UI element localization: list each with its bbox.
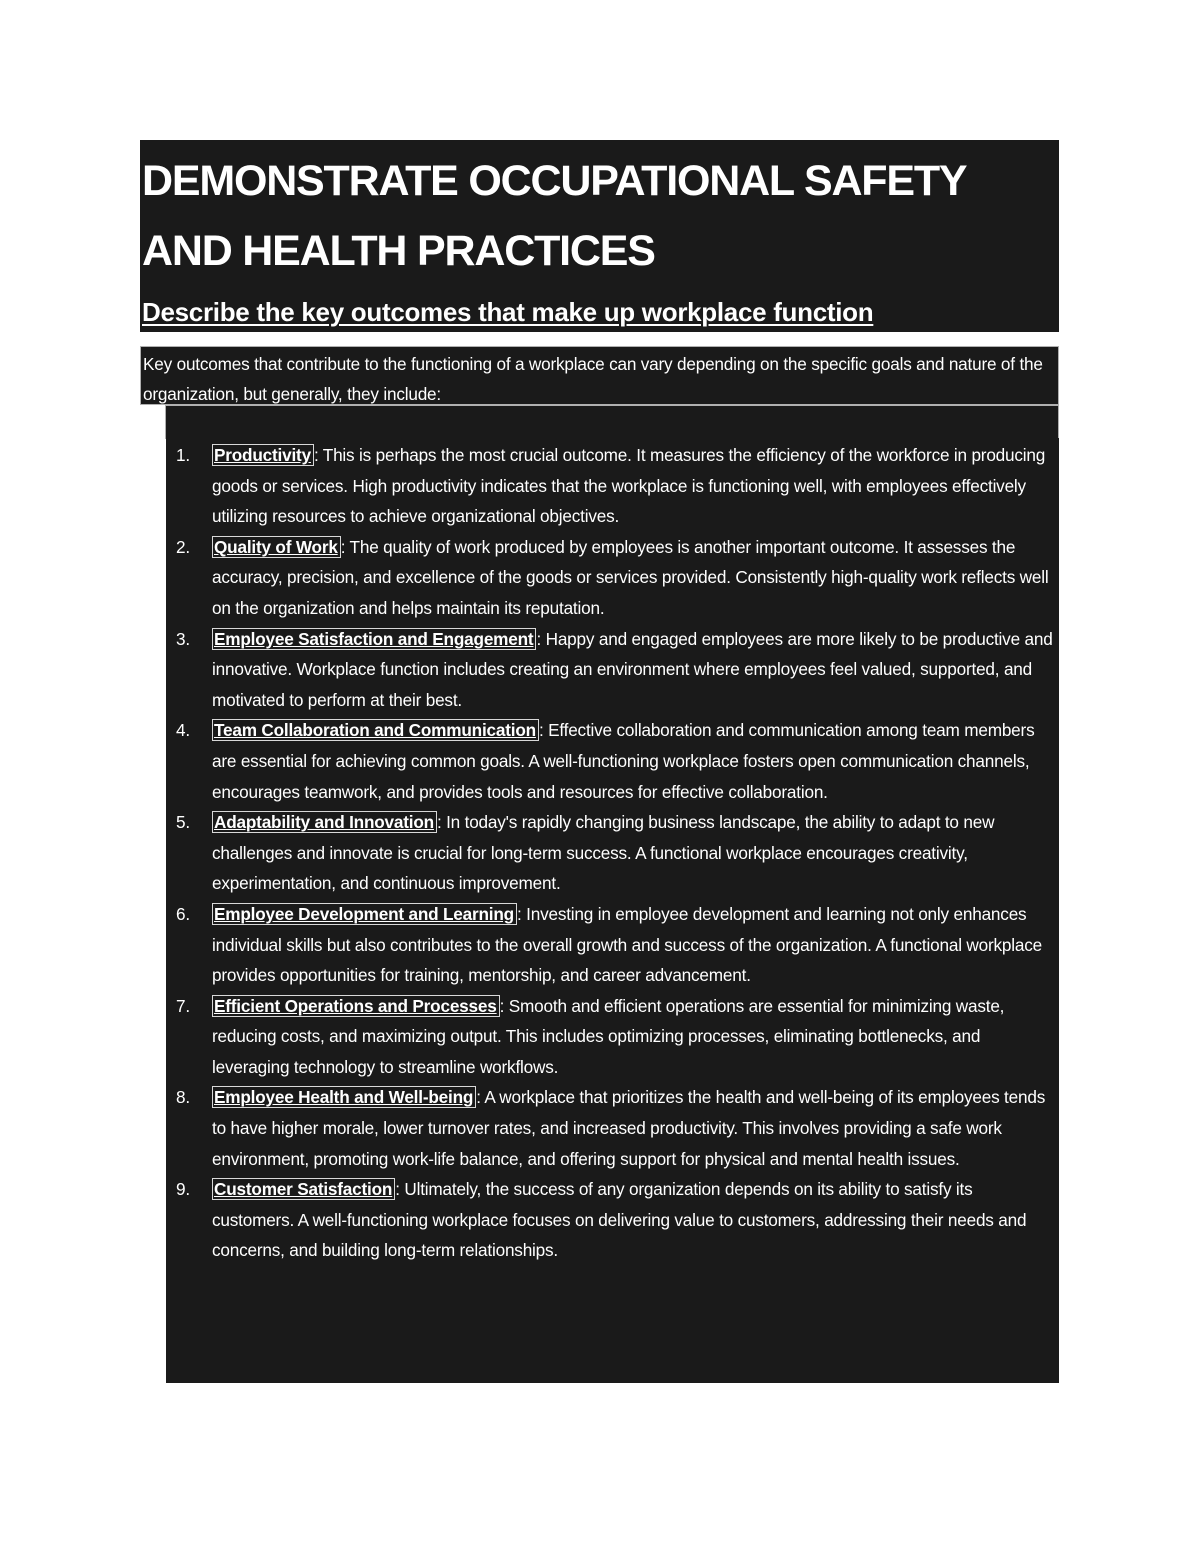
list-item-text: : In today's rapidly changing business landscape, the ability to adapt to new challenges and innovate is crucial for long-term success. A functional workplace encourages creativity, experimentation, and continuous improvement. [212, 812, 995, 894]
list-item [166, 991, 1059, 1083]
list-item-text: : Smooth and efficient operations are essential for minimizing waste, reducing costs, and maximizing output. This includes optimizing processes, eliminating bottlenecks, and leveraging technology to streamline workflows. [212, 995, 1005, 1077]
list-item-number: 7. [176, 995, 190, 1016]
list-item-term: Adaptability and Innovation [212, 811, 437, 833]
outcomes-list [166, 440, 1059, 1266]
list-item-text: : Happy and engaged employees are more likely to be productive and innovative. Workplace function includes creating an environment where employees feel valued, supported, and motivated to perform at their best. [212, 628, 1053, 710]
document-subtitle: Describe the key outcomes that make up workplace function [142, 297, 874, 327]
list-item-number: 3. [176, 628, 190, 649]
list-item-text: : This is perhaps the most crucial outcome. It measures the efficiency of the workforce in producing goods or services. High productivity indicates that the workplace is functioning well, with employees effectively utilizing resources to achieve organizational objectives. [212, 445, 1046, 527]
list-item [166, 624, 1059, 716]
list-item [166, 1082, 1059, 1174]
list-item-number: 1. [176, 445, 190, 465]
list-item [166, 1174, 1059, 1266]
list-item-text: : Ultimately, the success of any organization depends on its ability to satisfy its customers. A well-functioning workplace focuses on delivering value to customers, addressing their needs and concerns, and building long-term relationships. [212, 1179, 1027, 1261]
outcomes-list-block [166, 438, 1059, 1383]
list-item-number: 6. [176, 903, 190, 924]
list-item-term: Employee Development and Learning [212, 903, 517, 925]
subtitle-block [140, 294, 1059, 332]
list-item [166, 807, 1059, 899]
list-item [166, 532, 1059, 624]
empty-paragraph-block [165, 405, 1059, 439]
list-item-number: 9. [176, 1179, 190, 1200]
list-item-number: 4. [176, 720, 190, 741]
list-item-text: : A workplace that prioritizes the health and well-being of its employees tends to have higher morale, lower turnover rates, and increased productivity. This involves providing a safe work environment, promoting work-life balance, and offering support for physical and mental health issues. [212, 1087, 1046, 1169]
list-item-number: 5. [176, 812, 190, 833]
list-item-text: : Effective collaboration and communication among team members are essential for achieving common goals. A well-functioning workplace fosters open communication channels, encourages teamwork, and provides tools and resources for effective collaboration. [212, 720, 1035, 802]
list-item-term: Efficient Operations and Processes [212, 995, 500, 1017]
list-item [166, 899, 1059, 991]
list-item-number: 8. [176, 1087, 190, 1108]
list-item-term: Employee Health and Well-being [212, 1086, 476, 1108]
list-item-term: Customer Satisfaction [212, 1178, 395, 1200]
intro-paragraph: Key outcomes that contribute to the functioning of a workplace can vary depending on the specific goals and nature of the organization, but generally, they include: [143, 354, 1043, 404]
list-item-term: Quality of Work [212, 536, 341, 558]
intro-block [140, 346, 1059, 405]
list-item-number: 2. [176, 536, 190, 557]
list-item-text: : The quality of work produced by employees is another important outcome. It assesses the accuracy, precision, and excellence of the goods or services provided. Consistently high-quality work reflects well on the organization and helps maintain its reputation. [212, 536, 1049, 618]
list-item [166, 715, 1059, 807]
list-item-term: Team Collaboration and Communication [212, 719, 539, 741]
list-item-term: Productivity [212, 444, 314, 466]
list-item-term: Employee Satisfaction and Engagement [212, 628, 536, 650]
document-title: DEMONSTRATE OCCUPATIONAL SAFETY AND HEALTH PRACTICES [142, 157, 966, 275]
list-item [166, 440, 1059, 532]
list-item-text: : Investing in employee development and learning not only enhances individual skills but also contributes to the overall growth and success of the organization. A functional workplace provides opportunities for training, mentorship, and career advancement. [212, 903, 1042, 986]
